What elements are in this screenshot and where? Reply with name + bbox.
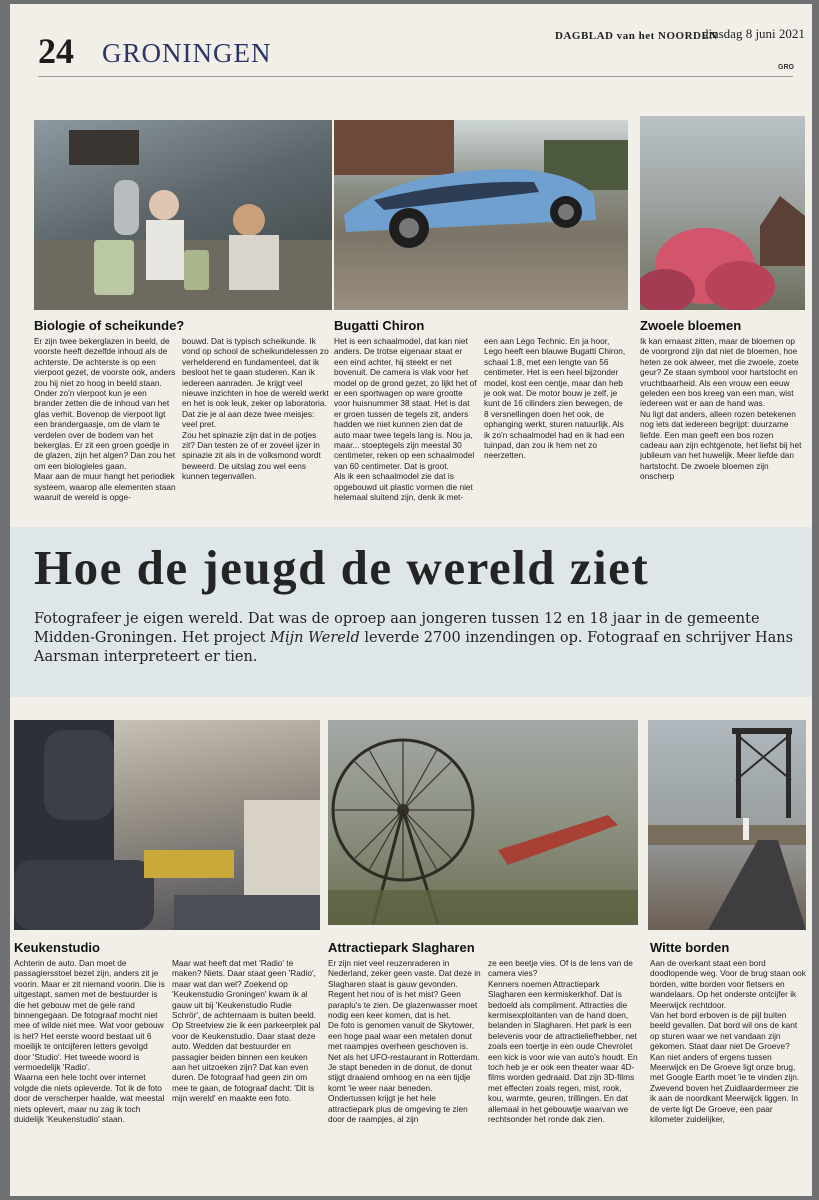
text-biologie-col2 — [182, 336, 330, 482]
photo-ferris-wheel — [328, 720, 638, 925]
paragraph: Er zijn twee bekerglazen in beeld, de voorste heeft dezelfde inhoud als de achterste. De achterste is op een vierpoot gezet, de voorste ook, anders zou hij niet zo hoog in beeld staan. Onder zo'n vierpoot kun je een brander zetten die de inhoud van het glas verhit. Bovenop de vierpoot ligt een brandergaasje, om de vlam te verdelen over de bodem van het bekerglas. Er zit een groen goedje in de glazen, zijn het algen? Dan zou het om een biologieles gaan. — [34, 336, 176, 471]
article-headline: Hoe de jeugd de wereld ziet — [34, 540, 650, 595]
edition-code: GRO — [778, 64, 794, 71]
paragraph: Van het bord erboven is de pijl buiten beeld gevallen. Dat bord wil ons de kant op sturen waar we net vandaan zijn gekomen. Staat daar niet De Groeve? — [650, 1010, 798, 1052]
paragraph: Kan niet anders of ergens tussen Meerwijck en De Groeve ligt onze brug, met Google Earth moet 'ie te vinden zijn. Zwevend boven het Zuidlaardermeer zie ik aan de noordkant Meerwijck liggen. In de verte ligt De Groeve, een paar kilometer zuidelijker, — [650, 1051, 800, 1125]
paragraph: Waarna een hele tocht over internet volgde die niets opleverde. Tot ik de foto door de verscherper haalde, wat meestal niets oplevert, maar nu zag ik toch duidelijk 'Keukenstudio' staan. — [14, 1072, 165, 1125]
paragraph: Er zijn niet veel reuzenraderen in Nederland, zeker geen vaste. Dat deze in Slagharen staat is gauw gevonden. Regent het nou of is het mist? Geen paraplu's te zien. De glazenwasser moet nodig een keer komen, dat is het. — [328, 958, 481, 1021]
newspaper-page — [10, 4, 812, 1196]
photo-lego-bugatti — [334, 120, 628, 310]
caption-bugatti: Bugatti Chiron — [334, 318, 425, 333]
lab-scene-illustration — [34, 120, 332, 310]
text-slagharen-col1 — [328, 958, 482, 1125]
newspaper-name: DAGBLAD van het NOORDEN — [555, 30, 718, 42]
text-bugatti-col1 — [334, 336, 477, 503]
paragraph: Zou het spinazie zijn dat in de potjes zit? Dan testen ze of er zoveel ijzer in spinazie zit als in de volksmond wordt beweerd. De uitslag zou wel eens kunnen tegenvallen. — [182, 429, 321, 482]
car-scene-illustration — [334, 120, 628, 310]
section-title: GRONINGEN — [102, 38, 272, 68]
paragraph: een aan Lego Technic. En ja hoor, Lego heeft een blauwe Bugatti Chiron, schaal 1:8, met een lengte van 56 centimeter. Het is een heel bijzonder model, kost een centje, maar dan heb je ook wat. De motor bouw je zelf, je kunt de 16 cilinders zien bewegen, de 8 versnellingen doen het ook, de ophanging werkt, sturen natuurlijk. Als ik zo'n schaalmodel had en ik had een tuinpad, dan zou ik hem net zo neerzetten. — [484, 336, 626, 461]
caption-bloemen: Zwoele bloemen — [640, 318, 742, 333]
page-number: 24 — [38, 31, 74, 71]
flowers-scene-illustration — [640, 116, 805, 310]
paragraph: Maar aan de muur hangt het periodiek systeem, waarop alle elementen staan waaruit de wereld is opge- — [34, 471, 176, 503]
caption-biologie: Biologie of scheikunde? — [34, 318, 185, 333]
text-bugatti-col2 — [484, 336, 628, 461]
paragraph: Maar wat heeft dat met 'Radio' te maken? Niets. Daar staat geen 'Radio', maar wat dan wel? Zoekend op 'Keukenstudio Groningen' kwam ik al gauw uit bij 'Keukenstudio Rudie Schrör', de achternaam is buiten beeld. — [172, 958, 317, 1021]
paragraph: Het is een schaalmodel, dat kan niet anders. De trotse eigenaar staat er een eind achter, hij steekt er net bovenuit. De camera is vlak voor het model op de grond gezet, zo lijkt het of er een sportwagen op ware grootte voor huisnummer 38 staat. Het is dat er groen tussen de tegels zit, anders hadden we niet kunnen zien dat de auto maar twee tegels lang is. Nou ja, maar... stoeptegels zijn meestal 30 centimeter, reken op een schaalmodel van 60 centimeter. Dat is groot. — [334, 336, 477, 471]
intro-text: leverde 2700 inzendingen op. Fotograaf en schrijver Hans Aarsman interpreteert er tien. — [34, 630, 794, 665]
paragraph: Nu ligt dat anders, alleen rozen betekenen nog iets dat iedereen begrijpt: duurzame liefde. Een man geeft een bos rozen cadeau aan zijn echtgenote, het liefst bij het jubileum van het huwelijk. Meer liefde dan hartstocht. De zwoele bloemen zijn onscherp — [640, 408, 802, 482]
paragraph: Ik kan ernaast zitten, maar de bloemen op de voorgrond zijn dat niet de bloemen, hoe heten ze ook alweer, met die zwoele, zoete geur? Ze staan symbool voor hartstocht en vruchtbaarheid. Als een vrouw een eeuw geleden een bos kreeg van een man, wist iedereen wat er aan de hand was. — [640, 336, 799, 409]
paragraph: Als ik een schaalmodel zie dat is opgebouwd uit plastic vormen die niet helemaal sluitend zijn, denk ik met- — [334, 471, 473, 503]
paragraph: ze een beetje vies. Of is de lens van de camera vies? — [488, 958, 633, 979]
text-bloemen — [640, 336, 802, 482]
ferris-wheel-illustration — [328, 720, 638, 925]
text-borden — [650, 958, 806, 1125]
car-interior-illustration — [14, 720, 320, 930]
project-name: Mijn Wereld — [270, 630, 360, 646]
photo-car-interior — [14, 720, 320, 930]
publication-date: dinsdag 8 juni 2021 — [702, 26, 805, 41]
caption-slagharen: Attractiepark Slagharen — [328, 940, 475, 955]
text-keuken-col1 — [14, 958, 166, 1125]
header-rule — [38, 76, 793, 77]
caption-keukenstudio: Keukenstudio — [14, 940, 100, 955]
photo-bridge — [648, 720, 806, 930]
bridge-illustration — [648, 720, 806, 930]
paragraph: Kenners noemen Attractiepark Slagharen een kermiskerkhof. Dat is bedoeld als compliment. Attracties die kermisexploitanten van de hand doen, belanden in Slagharen. Het park is een belevenis voor de attractieliefhebber, net zoals een toertje in een oude Chevrolet een kick is voor wie van auto's houdt. En toch heb je er ook een theater waar 4D-films worden gedraaid. Dat zijn 3D-films met effecten zoals regen, mist, rook, kou, warmte, geuren, trillingen. En dat allemaal in het gebouwtje waarvan we rechtsonder het ronde dak zien. — [488, 978, 638, 1125]
intro-text: Fotografeer je eigen wereld. Dat was de oproep aan jongeren tussen 12 en 18 jaar in de gemeente Midden-Groningen. Het project — [34, 611, 760, 646]
photo-lab-girls — [34, 120, 332, 310]
paragraph: Aan de overkant staat een bord doodlopende weg. Voor de brug staan ook borden, witte borden voor fietsers en wandelaars. Op het onderste ontcijfer ik Meerwijck rechtdoor. — [650, 958, 806, 1010]
photo-flowers — [640, 116, 805, 310]
paragraph: bouwd. Dat is typisch scheikunde. Ik vond op school de scheikundelessen zo verhelderend en fundamenteel, dat ik besloot het te gaan studeren. Kan ik iedereen aanraden. Je krijgt veel nieuwe inzichten in hoe de wereld werkt en het is ook leuk, zeker op laboratoria. Dat zie je al aan deze twee meisjes: veel pret. — [182, 336, 329, 430]
text-keuken-col2 — [172, 958, 322, 1104]
text-biologie-col1 — [34, 336, 176, 503]
caption-witte-borden: Witte borden — [650, 940, 730, 955]
paragraph: De foto is genomen vanuit de Skytower, een hoge paal waar een metalen donut met raampjes overheen geschoven is. Net als het UFO-restaurant in Rotterdam. Je stapt beneden in de donut, de donut stijgt draaiend omhoog en na een tijdje komt 'ie weer naar beneden. Ondertussen krijgt je het hele attractiepark plus de omgeving te zien door de raampjes, al zijn — [328, 1020, 480, 1125]
paragraph: Op Streetview zie ik een parkeerplek pal voor de Keukenstudio. Daar staat deze auto. Wedden dat bestuurder en passagier beiden binnen een keuken aan het uitzoeken zijn? Dat kan even duren. De fotograaf had geen zin om mee te gaan, de fotograaf dacht: 'Dit is mijn wereld' en maakte een foto. — [172, 1020, 321, 1104]
paragraph: Achterin de auto. Dan moet de passagiersstoel bezet zijn, anders zit je voorin. Maar er zit niemand voorin. Die is uitgestapt, samen met de bestuurder is die het gebouw met de gele rand binnengegaan. De fotograaf mocht niet mee of wilde niet mee. Wat voor gebouw is het? Het eerste woord bestaat uit 6 moeilijk te ontcijferen letters gevolgd door 'Studio'. Het tweede woord is vermoedelijk 'Radio'. — [14, 958, 165, 1073]
article-intro — [34, 610, 804, 667]
text-slagharen-col2 — [488, 958, 638, 1125]
